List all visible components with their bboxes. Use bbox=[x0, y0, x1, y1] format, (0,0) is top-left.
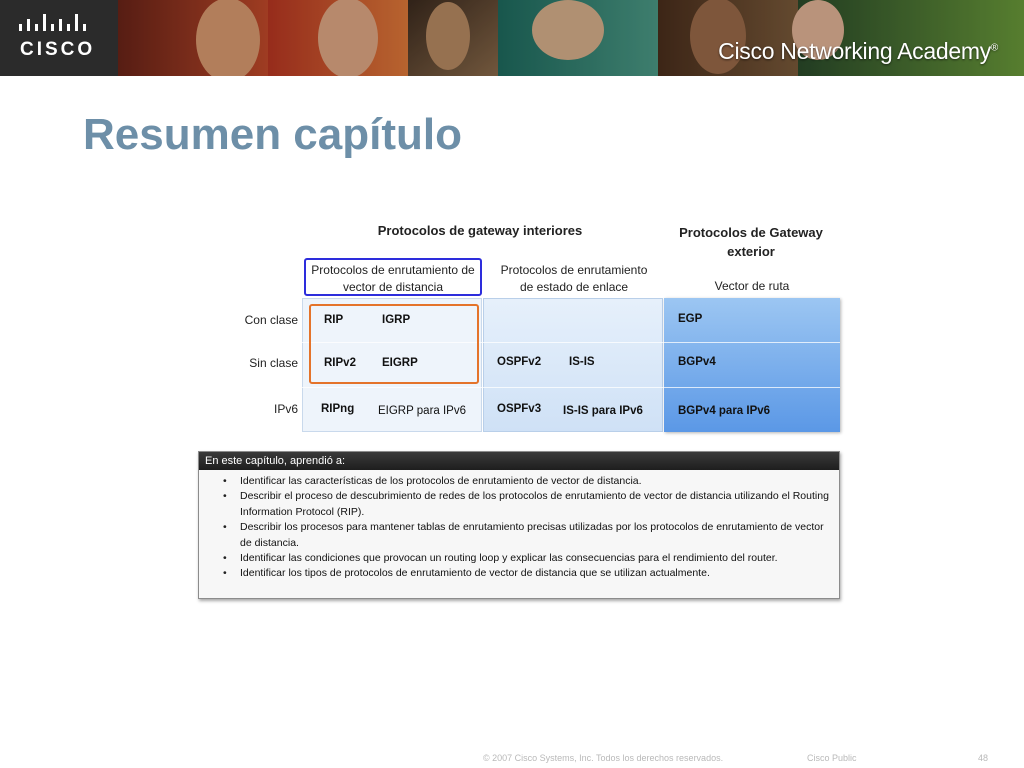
row-label-classful: Con clase bbox=[244, 313, 298, 327]
cell-igrp: IGRP bbox=[382, 314, 411, 326]
summary-box bbox=[198, 451, 840, 599]
cell-is-is: IS-IS bbox=[569, 356, 595, 368]
summary-list bbox=[199, 474, 839, 582]
col-header-path-vector: Vector de ruta bbox=[714, 279, 790, 293]
distance-vector-highlight bbox=[309, 304, 479, 384]
slide-title: Resumen capítulo bbox=[83, 110, 462, 159]
summary-item: • Identificar las condiciones que provocan un routing loop y explicar las consecuencias para el rendimiento del router. bbox=[240, 551, 839, 566]
cell-eigrp: EIGRP bbox=[382, 357, 418, 369]
egp-heading-line2: exterior bbox=[727, 244, 775, 259]
cell-ripv2: RIPv2 bbox=[324, 357, 356, 369]
cisco-wordmark: CISCO bbox=[20, 39, 96, 60]
summary-item: • Identificar las características de los protocolos de enrutamiento de vector de distancia. bbox=[240, 474, 839, 489]
egp-heading-line1: Protocolos de Gateway bbox=[679, 225, 823, 240]
col-header-link-line1: Protocolos de enrutamiento bbox=[500, 263, 648, 277]
cell-bgpv4: BGPv4 bbox=[678, 356, 716, 368]
footer-classification: Cisco Public bbox=[807, 753, 857, 763]
vector-header-highlight bbox=[304, 258, 482, 296]
footer-page-number: 48 bbox=[978, 753, 989, 763]
col-header-vector-line1: Protocolos de enrutamiento de bbox=[311, 263, 475, 277]
summary-item: • Describir el proceso de descubrimiento de redes de los protocolos de enrutamiento de vector de distancia utilizando el Routing Information Protocol (RIP). bbox=[240, 489, 839, 520]
cell-ospfv3: OSPFv3 bbox=[497, 403, 542, 415]
row-label-ipv6: IPv6 bbox=[273, 402, 298, 416]
row-label-classless: Sin clase bbox=[249, 356, 298, 370]
cell-bgpv4-ipv6: BGPv4 para IPv6 bbox=[678, 405, 771, 417]
cell-eigrp-ipv6: EIGRP para IPv6 bbox=[378, 405, 466, 417]
cell-rip: RIP bbox=[324, 314, 344, 326]
cell-egp: EGP bbox=[678, 313, 703, 325]
summary-item: • Identificar los tipos de protocolos de enrutamiento de vector de distancia que se utilizan actualmente. bbox=[240, 566, 839, 581]
egp-heading bbox=[662, 223, 840, 261]
academy-title: Cisco Networking Academy® bbox=[718, 38, 998, 64]
cell-is-is-ipv6: IS-IS para IPv6 bbox=[563, 405, 643, 417]
summary-item: • Describir los procesos para mantener tablas de enrutamiento precisas utilizadas por los protocolos de enrutamiento de vector de distancia. bbox=[240, 520, 839, 551]
summary-heading: En este capítulo, aprendió a: bbox=[199, 452, 839, 470]
col-header-link-state bbox=[485, 262, 663, 296]
cell-ospfv2: OSPFv2 bbox=[497, 356, 542, 368]
footer-copyright: © 2007 Cisco Systems, Inc. Todos los derechos reservados. bbox=[483, 753, 724, 763]
col-header-link-line2: de estado de enlace bbox=[519, 280, 629, 294]
row-divider bbox=[302, 387, 840, 388]
col-header-vector-line2: vector de distancia bbox=[342, 280, 444, 294]
cell-ripng: RIPng bbox=[321, 403, 355, 415]
igp-heading: Protocolos de gateway interiores bbox=[377, 223, 583, 238]
